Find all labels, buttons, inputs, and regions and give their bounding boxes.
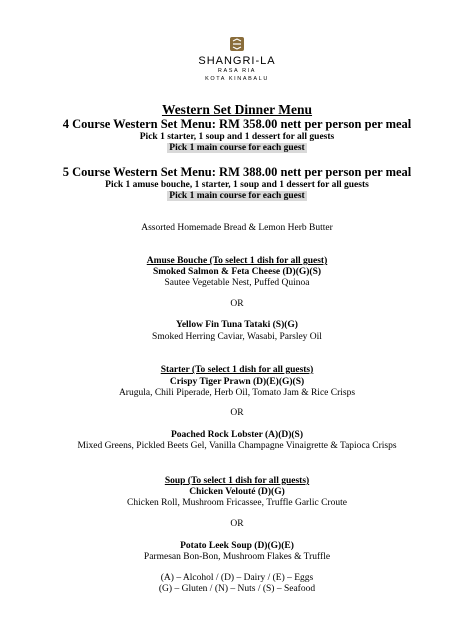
amuse-dish2-name: Yellow Fin Tuna Tataki (S)(G): [176, 320, 298, 330]
five-course-line1: Pick 1 amuse bouche, 1 starter, 1 soup and 1 dessert for all guests: [105, 180, 369, 190]
starter-heading: Starter (To select 1 dish for all guests): [160, 365, 314, 375]
brand-name: SHANGRI-LA: [198, 55, 276, 67]
four-course-heading: 4 Course Western Set Menu: RM 358.00 nett per person per meal: [62, 117, 412, 131]
starter-or: OR: [230, 408, 244, 418]
amuse-dish1-name: Smoked Salmon & Feta Cheese (D)(G)(S): [152, 267, 322, 277]
soup-dish2-name: Potato Leek Soup (D)(G)(E): [180, 541, 294, 551]
starter-dish1-desc: Arugula, Chili Piperade, Herb Oil, Tomato Jam & Rice Crisps: [118, 388, 356, 398]
four-course-line2: Pick 1 main course for each guest: [169, 143, 305, 153]
menu-title: Western Set Dinner Menu: [161, 102, 313, 117]
allergen-legend-line1: (A) – Alcohol / (D) – Dairy / (E) – Eggs: [160, 573, 314, 583]
soup-heading: Soup (To select 1 dish for all guests): [164, 476, 310, 486]
starter-dish1-name: Crispy Tiger Prawn (D)(E)(G)(S): [169, 377, 305, 387]
five-course-line2: Pick 1 main course for each guest: [169, 191, 305, 201]
four-course-line1: Pick 1 starter, 1 soup and 1 dessert for all guests: [139, 132, 335, 142]
brand-sub-location: KOTA KINABALU: [205, 76, 269, 82]
amuse-dish1-desc: Sautee Vegetable Nest, Puffed Quinoa: [164, 278, 310, 288]
five-course-heading: 5 Course Western Set Menu: RM 388.00 nett per person per meal: [62, 165, 412, 179]
amuse-heading: Amuse Bouche (To select 1 dish for all guest): [146, 256, 328, 266]
allergen-legend-line2: (G) – Gluten / (N) – Nuts / (S) – Seafood: [158, 584, 316, 594]
shangri-la-emblem-icon: [229, 36, 245, 52]
soup-dish2-desc: Parmesan Bon-Bon, Mushroom Flakes & Truffle: [143, 552, 331, 562]
amuse-or: OR: [230, 299, 244, 309]
starter-dish2-name: Poached Rock Lobster (A)(D)(S): [170, 430, 304, 440]
soup-dish1-desc: Chicken Roll, Mushroom Fricassee, Truffle Garlic Croute: [127, 498, 347, 508]
soup-dish1-name: Chicken Velouté (D)(G): [189, 487, 285, 497]
starter-dish2-desc: Mixed Greens, Pickled Beets Gel, Vanilla Champagne Vinaigrette & Tapioca Crisps: [77, 441, 397, 451]
brand-sub-resort: RASA RIA: [217, 68, 257, 74]
amuse-dish2-desc: Smoked Herring Caviar, Wasabi, Parsley Oil: [152, 332, 322, 342]
bread-item: Assorted Homemade Bread & Lemon Herb Butter: [141, 223, 333, 233]
soup-or: OR: [230, 519, 244, 529]
hotel-logo: [0, 36, 474, 83]
